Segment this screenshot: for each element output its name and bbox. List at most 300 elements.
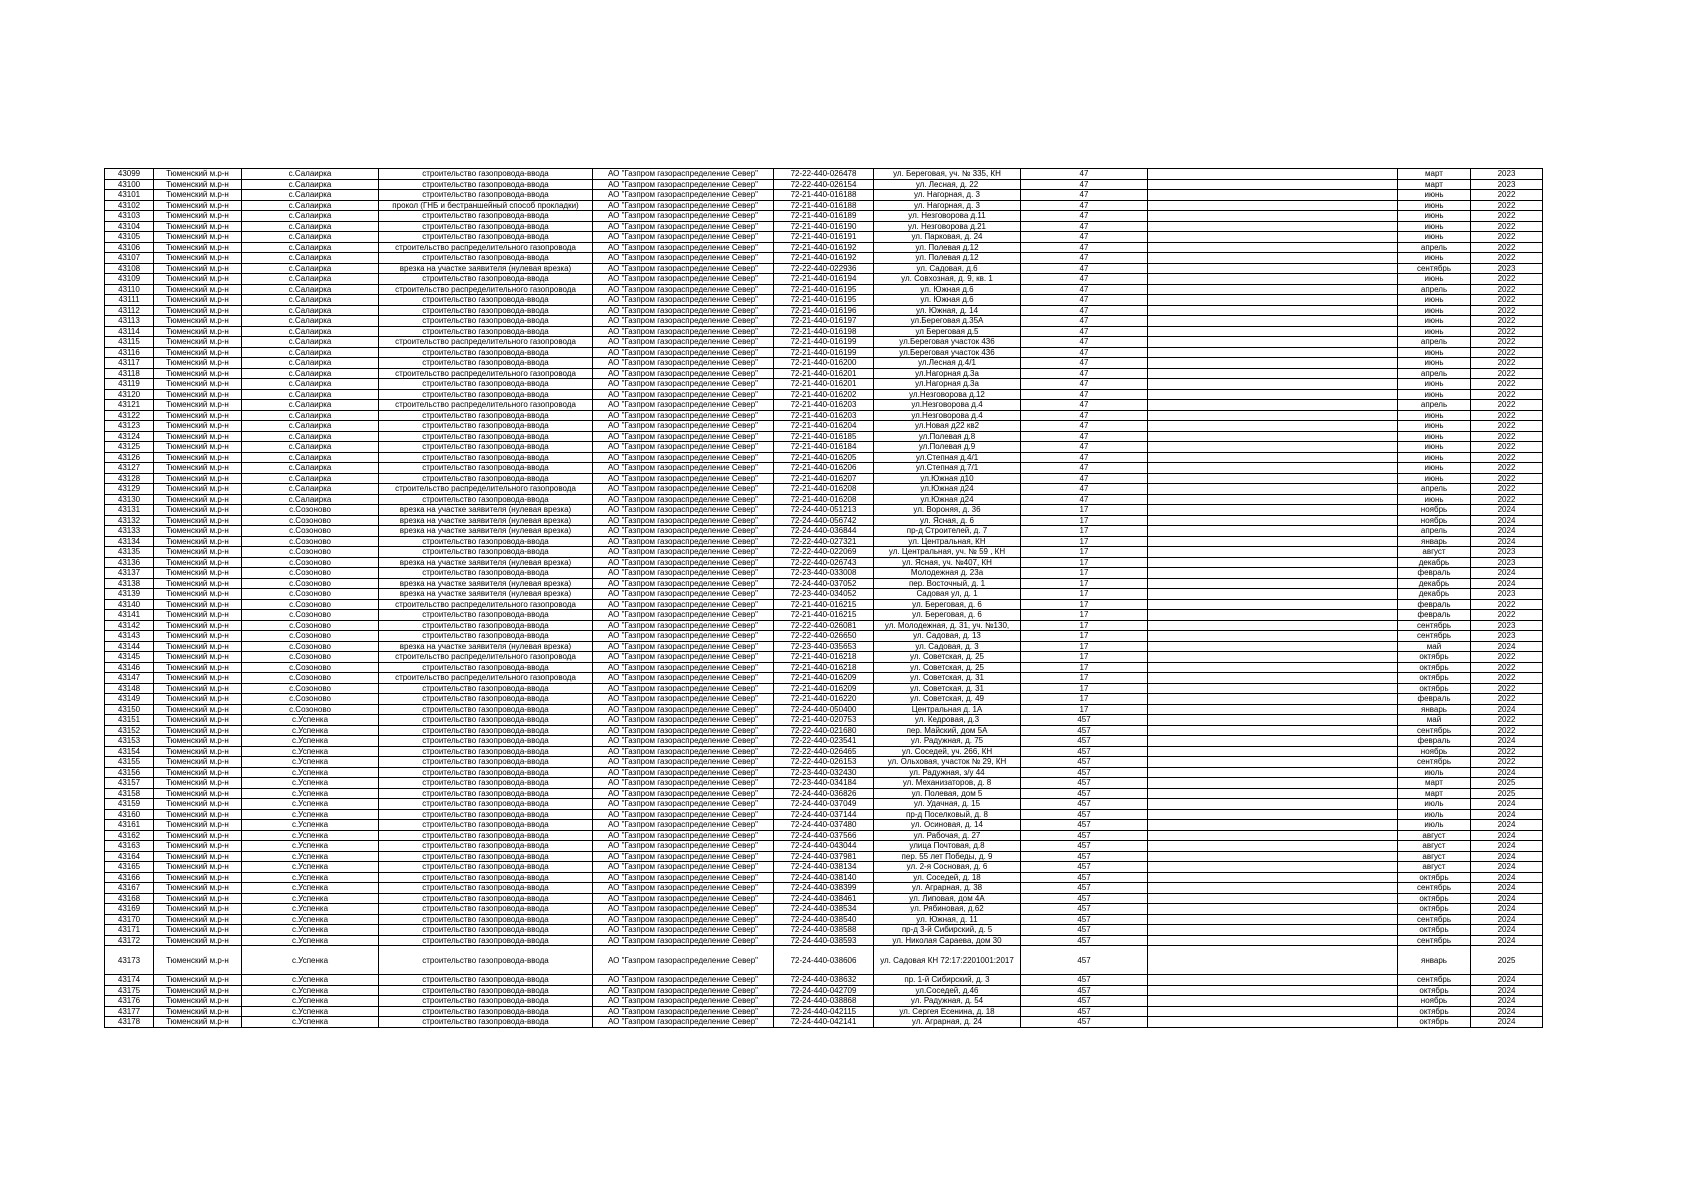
cell-month: июнь <box>1398 190 1471 201</box>
cell-district: Тюменский м.р-н <box>154 757 242 768</box>
cell-month: март <box>1398 788 1471 799</box>
cell-blank <box>1148 746 1398 757</box>
cell-district: Тюменский м.р-н <box>154 673 242 684</box>
cell-month: октябрь <box>1398 893 1471 904</box>
cell-settlement: с.Созоново <box>242 610 379 621</box>
cell-district: Тюменский м.р-н <box>154 347 242 358</box>
cell-quantity: 47 <box>1021 431 1148 442</box>
cell-address: ул.Новая д22 кв2 <box>874 421 1021 432</box>
cell-settlement: с.Салаирка <box>242 421 379 432</box>
table-row <box>105 736 1543 747</box>
cell-blank <box>1148 736 1398 747</box>
cell-settlement: с.Успенка <box>242 1017 379 1028</box>
cell-month: июнь <box>1398 326 1471 337</box>
cell-row-number: 43101 <box>105 190 154 201</box>
cell-district: Тюменский м.р-н <box>154 337 242 348</box>
cell-address: ул. Центральная, КН <box>874 536 1021 547</box>
cell-month: октябрь <box>1398 1017 1471 1028</box>
cell-quantity: 457 <box>1021 778 1148 789</box>
cell-row-number: 43164 <box>105 851 154 862</box>
cell-quantity: 457 <box>1021 872 1148 883</box>
cell-year: 2024 <box>1471 515 1543 526</box>
cell-year: 2022 <box>1471 337 1543 348</box>
cell-district: Тюменский м.р-н <box>154 547 242 558</box>
cell-month: июнь <box>1398 463 1471 474</box>
cell-application-number: 72-21-440-016202 <box>774 389 874 400</box>
cell-blank <box>1148 305 1398 316</box>
cell-quantity: 457 <box>1021 985 1148 996</box>
table-row <box>105 431 1543 442</box>
cell-organization: АО "Газпром газораспределение Север" <box>593 985 774 996</box>
cell-year: 2024 <box>1471 985 1543 996</box>
table-row <box>105 526 1543 537</box>
table-row <box>105 946 1543 975</box>
cell-month: апрель <box>1398 242 1471 253</box>
cell-row-number: 43125 <box>105 442 154 453</box>
cell-blank <box>1148 893 1398 904</box>
cell-blank <box>1148 211 1398 222</box>
cell-application-number: 72-24-440-038540 <box>774 914 874 925</box>
cell-application-number: 72-21-440-016194 <box>774 274 874 285</box>
cell-month: март <box>1398 169 1471 180</box>
cell-month: июнь <box>1398 253 1471 264</box>
cell-application-number: 72-21-440-016195 <box>774 284 874 295</box>
table-row <box>105 851 1543 862</box>
cell-district: Тюменский м.р-н <box>154 368 242 379</box>
cell-application-number: 72-21-440-016205 <box>774 452 874 463</box>
cell-application-number: 72-24-440-037480 <box>774 820 874 831</box>
cell-year: 2022 <box>1471 200 1543 211</box>
cell-organization: АО "Газпром газораспределение Север" <box>593 494 774 505</box>
cell-organization: АО "Газпром газораспределение Север" <box>593 410 774 421</box>
cell-row-number: 43159 <box>105 799 154 810</box>
cell-work-type: строительство газопровода-ввода <box>379 421 593 432</box>
cell-address: ул. Липовая, дом 4А <box>874 893 1021 904</box>
cell-blank <box>1148 494 1398 505</box>
cell-year: 2024 <box>1471 1006 1543 1017</box>
cell-address: ул. Аграрная, д. 38 <box>874 883 1021 894</box>
table-row <box>105 316 1543 327</box>
cell-address: ул.Незговорова д.4 <box>874 410 1021 421</box>
cell-address: улица Почтовая, д.8 <box>874 841 1021 852</box>
cell-district: Тюменский м.р-н <box>154 620 242 631</box>
cell-work-type: строительство газопровода-ввода <box>379 494 593 505</box>
cell-settlement: с.Созоново <box>242 673 379 684</box>
cell-year: 2022 <box>1471 211 1543 222</box>
cell-application-number: 72-24-440-038134 <box>774 862 874 873</box>
cell-application-number: 72-21-440-016199 <box>774 347 874 358</box>
cell-organization: АО "Газпром газораспределение Север" <box>593 284 774 295</box>
cell-settlement: с.Успенка <box>242 883 379 894</box>
cell-year: 2025 <box>1471 788 1543 799</box>
table-row <box>105 610 1543 621</box>
cell-organization: АО "Газпром газораспределение Север" <box>593 179 774 190</box>
cell-district: Тюменский м.р-н <box>154 295 242 306</box>
cell-settlement: с.Успенка <box>242 925 379 936</box>
cell-district: Тюменский м.р-н <box>154 725 242 736</box>
cell-blank <box>1148 284 1398 295</box>
cell-quantity: 457 <box>1021 746 1148 757</box>
cell-organization: АО "Газпром газораспределение Север" <box>593 904 774 915</box>
cell-row-number: 43137 <box>105 568 154 579</box>
cell-row-number: 43112 <box>105 305 154 316</box>
cell-row-number: 43144 <box>105 641 154 652</box>
cell-district: Тюменский м.р-н <box>154 996 242 1007</box>
cell-quantity: 457 <box>1021 925 1148 936</box>
cell-blank <box>1148 547 1398 558</box>
cell-organization: АО "Газпром газораспределение Север" <box>593 547 774 558</box>
cell-address: ул.Береговая д.35А <box>874 316 1021 327</box>
cell-month: июнь <box>1398 473 1471 484</box>
cell-year: 2022 <box>1471 757 1543 768</box>
cell-blank <box>1148 694 1398 705</box>
cell-organization: АО "Газпром газораспределение Север" <box>593 589 774 600</box>
table-row <box>105 295 1543 306</box>
cell-settlement: с.Салаирка <box>242 410 379 421</box>
cell-month: ноябрь <box>1398 746 1471 757</box>
table-row <box>105 683 1543 694</box>
cell-quantity: 457 <box>1021 841 1148 852</box>
cell-settlement: с.Созоново <box>242 631 379 642</box>
cell-row-number: 43174 <box>105 975 154 986</box>
cell-year: 2022 <box>1471 316 1543 327</box>
cell-district: Тюменский м.р-н <box>154 473 242 484</box>
cell-row-number: 43105 <box>105 232 154 243</box>
cell-quantity: 17 <box>1021 505 1148 516</box>
cell-row-number: 43166 <box>105 872 154 883</box>
cell-application-number: 72-22-440-023541 <box>774 736 874 747</box>
cell-year: 2024 <box>1471 704 1543 715</box>
table-row <box>105 568 1543 579</box>
cell-settlement: с.Успенка <box>242 746 379 757</box>
cell-row-number: 43161 <box>105 820 154 831</box>
cell-district: Тюменский м.р-н <box>154 557 242 568</box>
cell-settlement: с.Успенка <box>242 1006 379 1017</box>
table-row <box>105 232 1543 243</box>
cell-district: Тюменский м.р-н <box>154 820 242 831</box>
cell-work-type: строительство газопровода-ввода <box>379 179 593 190</box>
cell-blank <box>1148 788 1398 799</box>
cell-settlement: с.Успенка <box>242 996 379 1007</box>
cell-settlement: с.Успенка <box>242 820 379 831</box>
table-row <box>105 337 1543 348</box>
cell-district: Тюменский м.р-н <box>154 778 242 789</box>
cell-organization: АО "Газпром газораспределение Север" <box>593 263 774 274</box>
cell-blank <box>1148 589 1398 600</box>
cell-month: октябрь <box>1398 683 1471 694</box>
cell-quantity: 457 <box>1021 725 1148 736</box>
table-row <box>105 253 1543 264</box>
table-row <box>105 975 1543 986</box>
cell-settlement: с.Салаирка <box>242 389 379 400</box>
cell-settlement: с.Салаирка <box>242 200 379 211</box>
cell-work-type: строительство распределительного газопровода <box>379 400 593 411</box>
cell-quantity: 47 <box>1021 326 1148 337</box>
cell-district: Тюменский м.р-н <box>154 169 242 180</box>
cell-address: ул.Южная д10 <box>874 473 1021 484</box>
cell-application-number: 72-22-440-022069 <box>774 547 874 558</box>
cell-blank <box>1148 946 1398 975</box>
cell-organization: АО "Газпром газораспределение Север" <box>593 421 774 432</box>
cell-year: 2022 <box>1471 368 1543 379</box>
cell-quantity: 17 <box>1021 683 1148 694</box>
cell-row-number: 43158 <box>105 788 154 799</box>
cell-work-type: строительство газопровода-ввода <box>379 725 593 736</box>
cell-organization: АО "Газпром газораспределение Север" <box>593 200 774 211</box>
cell-blank <box>1148 872 1398 883</box>
cell-organization: АО "Газпром газораспределение Север" <box>593 799 774 810</box>
cell-month: август <box>1398 547 1471 558</box>
cell-address: ул. Рябиновая, д.62 <box>874 904 1021 915</box>
cell-month: июль <box>1398 767 1471 778</box>
table-row <box>105 778 1543 789</box>
cell-address: пер. 55 лет Победы, д. 9 <box>874 851 1021 862</box>
cell-organization: АО "Газпром газораспределение Север" <box>593 232 774 243</box>
cell-settlement: с.Созоново <box>242 589 379 600</box>
cell-month: июнь <box>1398 431 1471 442</box>
cell-quantity: 47 <box>1021 494 1148 505</box>
cell-address: ул. Механизаторов, д. 8 <box>874 778 1021 789</box>
cell-address: ул. Садовая КН 72:17:2201001:2017 <box>874 946 1021 975</box>
cell-settlement: с.Успенка <box>242 830 379 841</box>
cell-month: сентябрь <box>1398 757 1471 768</box>
cell-blank <box>1148 347 1398 358</box>
cell-blank <box>1148 379 1398 390</box>
cell-district: Тюменский м.р-н <box>154 683 242 694</box>
cell-settlement: с.Успенка <box>242 767 379 778</box>
cell-address: ул. Южная, д. 11 <box>874 914 1021 925</box>
cell-blank <box>1148 358 1398 369</box>
cell-address: пер. Майский, дом 5А <box>874 725 1021 736</box>
cell-settlement: с.Созоново <box>242 620 379 631</box>
cell-district: Тюменский м.р-н <box>154 284 242 295</box>
table-row <box>105 820 1543 831</box>
cell-row-number: 43103 <box>105 211 154 222</box>
cell-month: сентябрь <box>1398 883 1471 894</box>
cell-row-number: 43123 <box>105 421 154 432</box>
table-row <box>105 830 1543 841</box>
cell-month: февраль <box>1398 694 1471 705</box>
cell-blank <box>1148 862 1398 873</box>
cell-quantity: 47 <box>1021 473 1148 484</box>
table-row <box>105 641 1543 652</box>
cell-year: 2022 <box>1471 274 1543 285</box>
cell-row-number: 43160 <box>105 809 154 820</box>
cell-application-number: 72-21-440-016209 <box>774 673 874 684</box>
cell-district: Тюменский м.р-н <box>154 326 242 337</box>
cell-address: ул. Полевая д.12 <box>874 242 1021 253</box>
cell-month: январь <box>1398 704 1471 715</box>
cell-month: октябрь <box>1398 925 1471 936</box>
cell-work-type: строительство распределительного газопровода <box>379 242 593 253</box>
cell-work-type: строительство газопровода-ввода <box>379 778 593 789</box>
cell-settlement: с.Салаирка <box>242 326 379 337</box>
cell-application-number: 72-21-440-016192 <box>774 242 874 253</box>
cell-year: 2022 <box>1471 232 1543 243</box>
cell-blank <box>1148 683 1398 694</box>
cell-settlement: с.Созоново <box>242 683 379 694</box>
cell-settlement: с.Созоново <box>242 557 379 568</box>
cell-address: ул.Незговорова д.12 <box>874 389 1021 400</box>
cell-organization: АО "Газпром газораспределение Север" <box>593 358 774 369</box>
cell-row-number: 43133 <box>105 526 154 537</box>
cell-district: Тюменский м.р-н <box>154 1006 242 1017</box>
cell-application-number: 72-21-440-016207 <box>774 473 874 484</box>
cell-settlement: с.Салаирка <box>242 442 379 453</box>
cell-district: Тюменский м.р-н <box>154 526 242 537</box>
table-row <box>105 547 1543 558</box>
cell-organization: АО "Газпром газораспределение Север" <box>593 851 774 862</box>
cell-month: март <box>1398 179 1471 190</box>
cell-settlement: с.Успенка <box>242 778 379 789</box>
cell-blank <box>1148 200 1398 211</box>
cell-organization: АО "Газпром газораспределение Север" <box>593 683 774 694</box>
cell-work-type: врезка на участке заявителя (нулевая врезка) <box>379 578 593 589</box>
cell-address: ул. Ясная, уч. №407, КН <box>874 557 1021 568</box>
cell-quantity: 17 <box>1021 557 1148 568</box>
cell-row-number: 43146 <box>105 662 154 673</box>
cell-settlement: с.Успенка <box>242 809 379 820</box>
cell-district: Тюменский м.р-н <box>154 389 242 400</box>
cell-month: апрель <box>1398 484 1471 495</box>
cell-organization: АО "Газпром газораспределение Север" <box>593 830 774 841</box>
cell-quantity: 457 <box>1021 820 1148 831</box>
cell-district: Тюменский м.р-н <box>154 694 242 705</box>
cell-application-number: 72-22-440-026154 <box>774 179 874 190</box>
cell-row-number: 43106 <box>105 242 154 253</box>
table-row <box>105 400 1543 411</box>
table-row <box>105 883 1543 894</box>
cell-blank <box>1148 421 1398 432</box>
cell-row-number: 43108 <box>105 263 154 274</box>
cell-work-type: строительство распределительного газопровода <box>379 484 593 495</box>
cell-application-number: 72-21-440-016204 <box>774 421 874 432</box>
cell-district: Тюменский м.р-н <box>154 883 242 894</box>
cell-application-number: 72-24-440-037144 <box>774 809 874 820</box>
cell-organization: АО "Газпром газораспределение Север" <box>593 767 774 778</box>
cell-address: ул. Рабочая, д. 27 <box>874 830 1021 841</box>
cell-work-type: строительство газопровода-ввода <box>379 830 593 841</box>
cell-application-number: 72-22-440-022936 <box>774 263 874 274</box>
table-row <box>105 862 1543 873</box>
cell-blank <box>1148 851 1398 862</box>
cell-year: 2022 <box>1471 347 1543 358</box>
cell-month: июнь <box>1398 274 1471 285</box>
cell-blank <box>1148 599 1398 610</box>
cell-row-number: 43142 <box>105 620 154 631</box>
cell-district: Тюменский м.р-н <box>154 242 242 253</box>
cell-quantity: 17 <box>1021 589 1148 600</box>
cell-work-type: строительство газопровода-ввода <box>379 704 593 715</box>
cell-application-number: 72-22-440-026153 <box>774 757 874 768</box>
cell-row-number: 43178 <box>105 1017 154 1028</box>
cell-work-type: строительство распределительного газопровода <box>379 284 593 295</box>
cell-year: 2022 <box>1471 746 1543 757</box>
cell-district: Тюменский м.р-н <box>154 484 242 495</box>
table-row <box>105 515 1543 526</box>
cell-work-type: строительство распределительного газопровода <box>379 337 593 348</box>
cell-organization: АО "Газпром газораспределение Север" <box>593 463 774 474</box>
cell-row-number: 43162 <box>105 830 154 841</box>
cell-application-number: 72-24-440-038534 <box>774 904 874 915</box>
cell-organization: АО "Газпром газораспределение Север" <box>593 872 774 883</box>
cell-settlement: с.Салаирка <box>242 358 379 369</box>
cell-application-number: 72-24-440-051213 <box>774 505 874 516</box>
cell-work-type: прокол (ГНБ и бестраншейный способ прокладки) <box>379 200 593 211</box>
table-row <box>105 358 1543 369</box>
table-row <box>105 557 1543 568</box>
cell-settlement: с.Успенка <box>242 935 379 946</box>
cell-settlement: с.Салаирка <box>242 379 379 390</box>
cell-organization: АО "Газпром газораспределение Север" <box>593 400 774 411</box>
cell-year: 2022 <box>1471 610 1543 621</box>
cell-blank <box>1148 715 1398 726</box>
cell-application-number: 72-24-440-038632 <box>774 975 874 986</box>
cell-settlement: с.Салаирка <box>242 431 379 442</box>
table-row <box>105 494 1543 505</box>
cell-quantity: 47 <box>1021 410 1148 421</box>
table-row <box>105 767 1543 778</box>
cell-address: ул. Соседей, уч. 266, КН <box>874 746 1021 757</box>
cell-month: июнь <box>1398 305 1471 316</box>
cell-organization: АО "Газпром газораспределение Север" <box>593 809 774 820</box>
cell-month: июнь <box>1398 200 1471 211</box>
cell-district: Тюменский м.р-н <box>154 536 242 547</box>
cell-work-type: строительство газопровода-ввода <box>379 463 593 474</box>
cell-quantity: 17 <box>1021 547 1148 558</box>
cell-blank <box>1148 389 1398 400</box>
cell-district: Тюменский м.р-н <box>154 652 242 663</box>
cell-quantity: 457 <box>1021 757 1148 768</box>
cell-year: 2022 <box>1471 715 1543 726</box>
cell-year: 2024 <box>1471 641 1543 652</box>
cell-month: август <box>1398 830 1471 841</box>
cell-district: Тюменский м.р-н <box>154 788 242 799</box>
cell-year: 2024 <box>1471 578 1543 589</box>
cell-organization: АО "Газпром газораспределение Север" <box>593 253 774 264</box>
cell-organization: АО "Газпром газораспределение Север" <box>593 515 774 526</box>
cell-quantity: 457 <box>1021 996 1148 1007</box>
cell-quantity: 47 <box>1021 389 1148 400</box>
cell-address: ул. Центральная, уч. № 59 , КН <box>874 547 1021 558</box>
cell-quantity: 457 <box>1021 736 1148 747</box>
cell-organization: АО "Газпром газораспределение Север" <box>593 610 774 621</box>
cell-month: март <box>1398 778 1471 789</box>
table-row <box>105 169 1543 180</box>
cell-district: Тюменский м.р-н <box>154 274 242 285</box>
cell-district: Тюменский м.р-н <box>154 746 242 757</box>
cell-district: Тюменский м.р-н <box>154 610 242 621</box>
table-row <box>105 704 1543 715</box>
cell-row-number: 43104 <box>105 221 154 232</box>
cell-organization: АО "Газпром газораспределение Север" <box>593 442 774 453</box>
table-row <box>105 463 1543 474</box>
cell-application-number: 72-24-440-037981 <box>774 851 874 862</box>
cell-organization: АО "Газпром газораспределение Север" <box>593 368 774 379</box>
cell-blank <box>1148 704 1398 715</box>
cell-blank <box>1148 473 1398 484</box>
cell-address: ул. 2-я Сосновая, д. 6 <box>874 862 1021 873</box>
cell-row-number: 43118 <box>105 368 154 379</box>
cell-application-number: 72-21-440-016208 <box>774 484 874 495</box>
table-row <box>105 620 1543 631</box>
cell-row-number: 43147 <box>105 673 154 684</box>
cell-organization: АО "Газпром газораспределение Север" <box>593 484 774 495</box>
cell-year: 2025 <box>1471 778 1543 789</box>
cell-year: 2022 <box>1471 326 1543 337</box>
cell-quantity: 17 <box>1021 694 1148 705</box>
cell-district: Тюменский м.р-н <box>154 946 242 975</box>
